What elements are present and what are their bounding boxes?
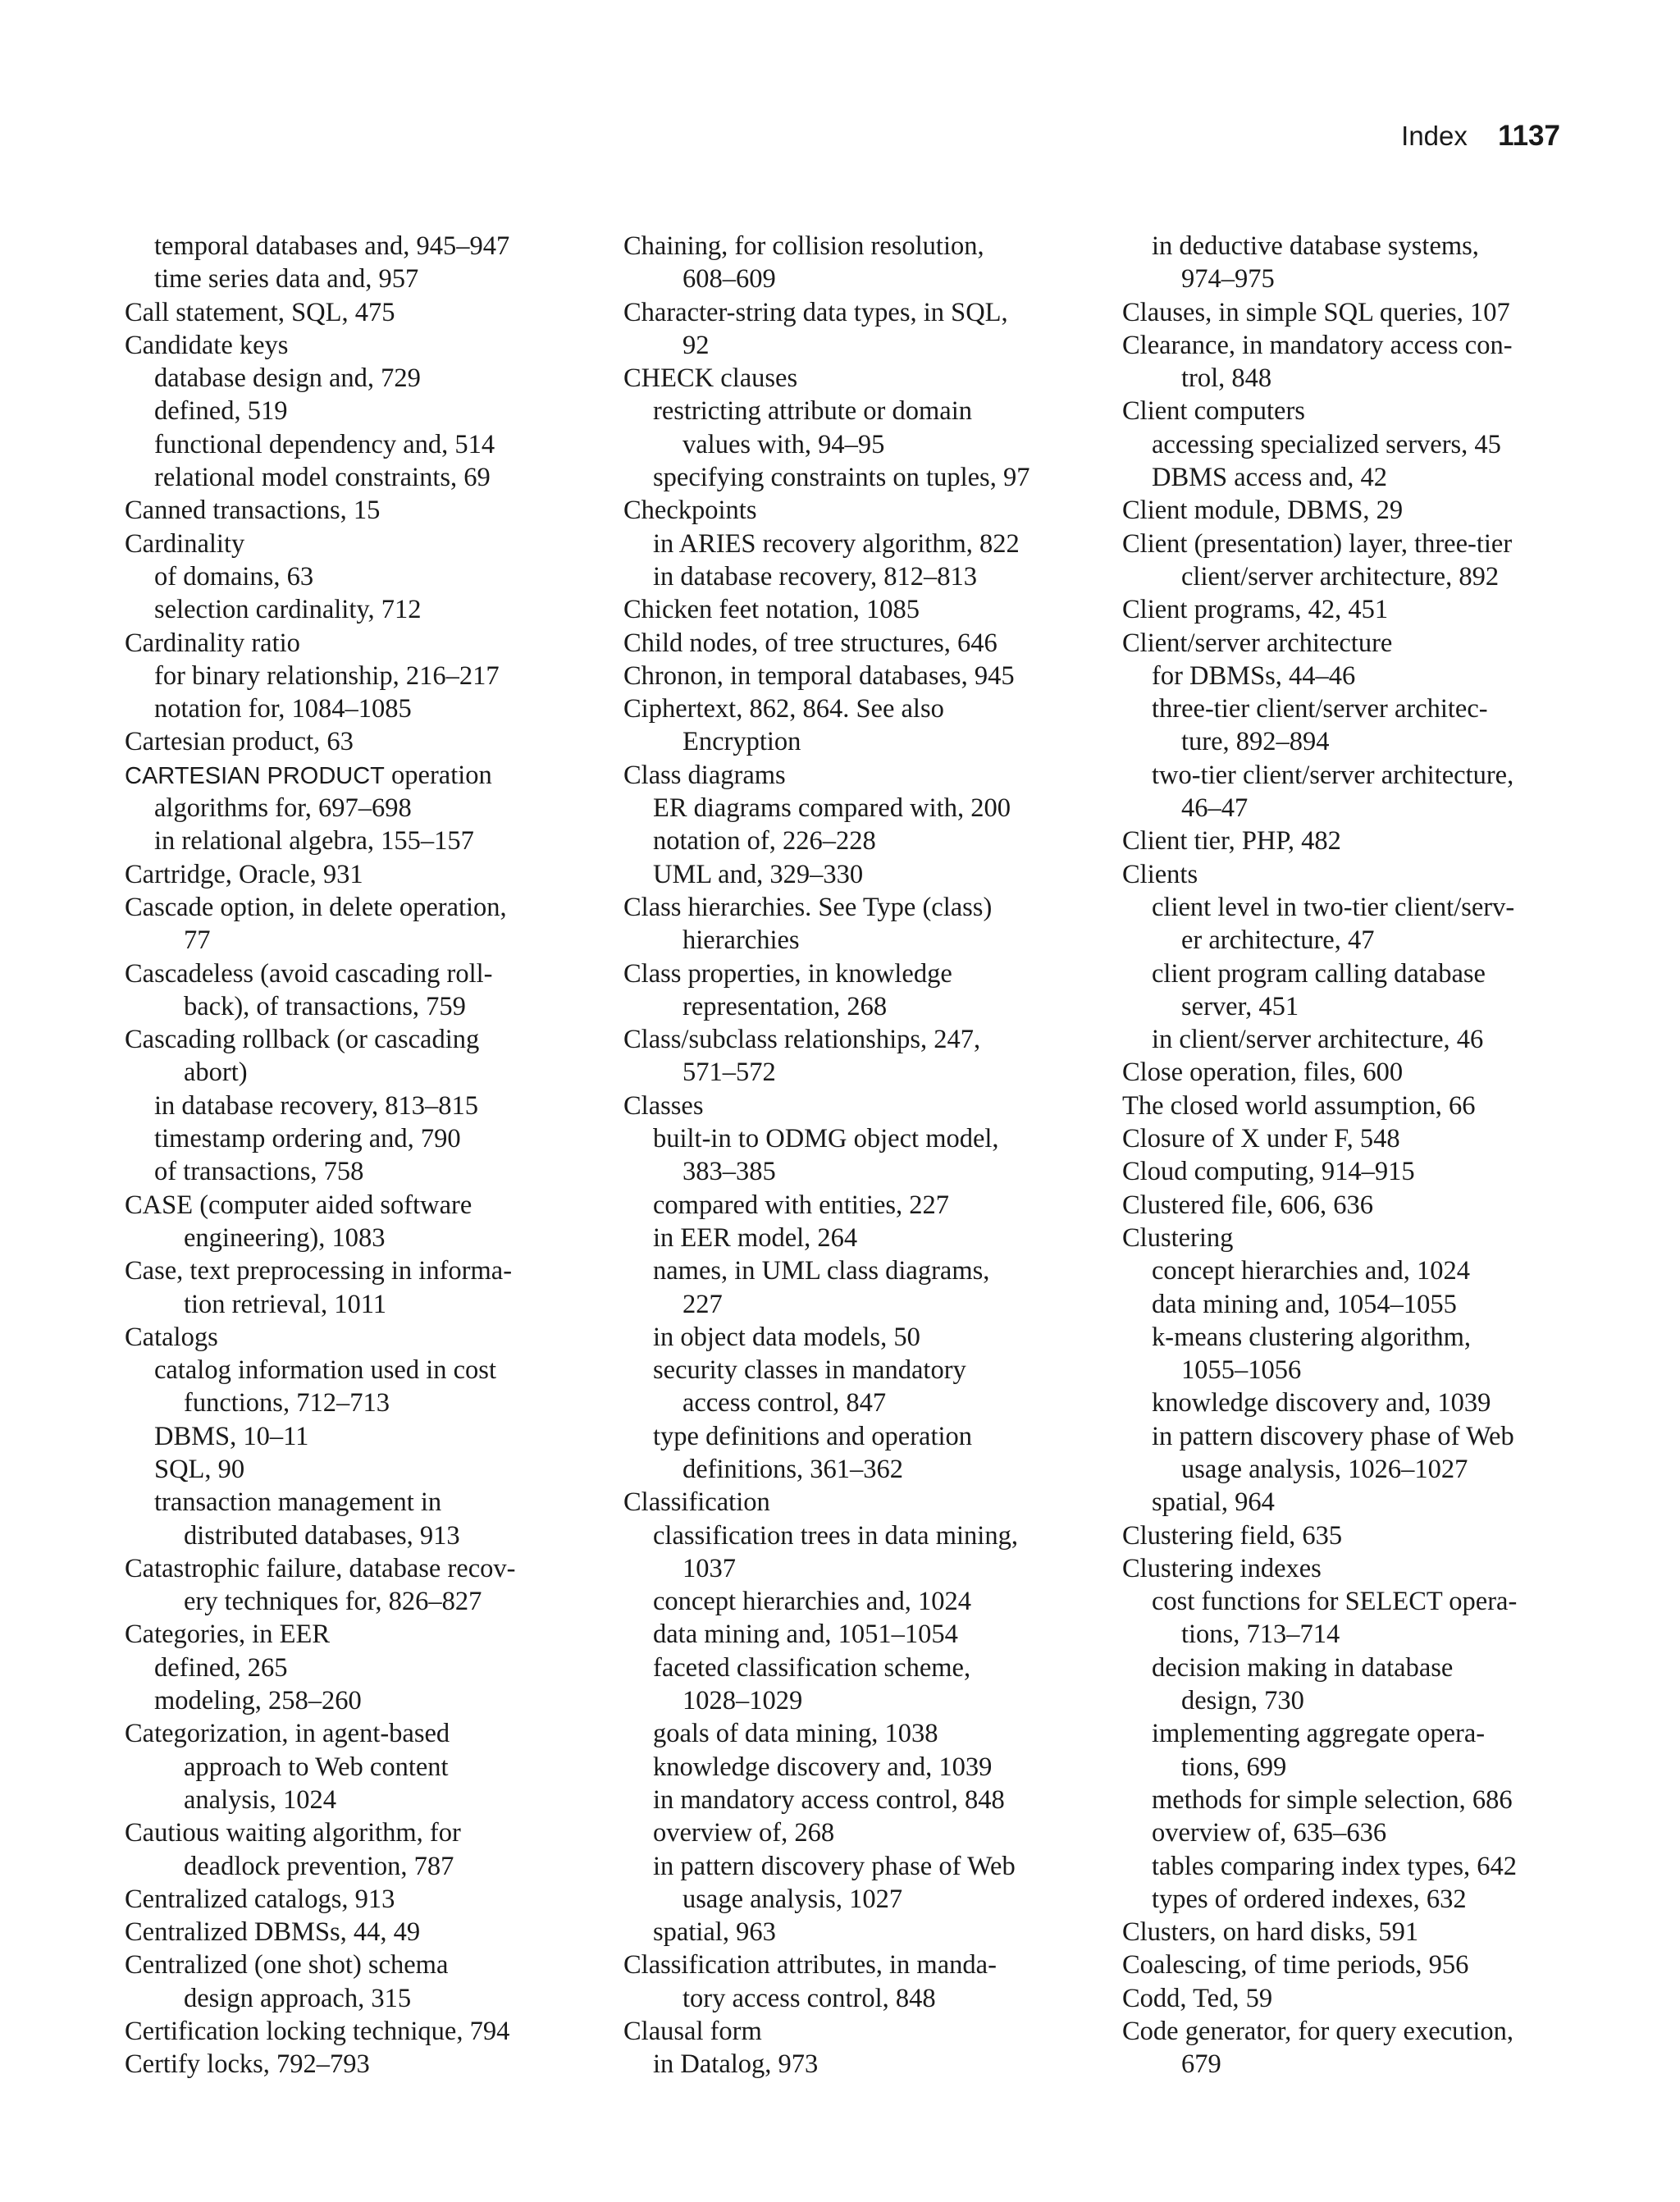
index-entry: cost functions for SELECT opera-: [1152, 1587, 1518, 1617]
index-entry: Catalogs: [125, 1322, 218, 1352]
index-entry: 227: [682, 1289, 723, 1319]
index-entry: Code generator, for query execution,: [1122, 2017, 1513, 2047]
index-entry: timestamp ordering and, 790: [154, 1124, 461, 1154]
index-entry: Cascade option, in delete operation,: [125, 892, 507, 922]
index-entry: server, 451: [1181, 991, 1299, 1021]
index-entry: approach to Web content: [184, 1752, 449, 1782]
index-entry: spatial, 964: [1152, 1487, 1275, 1518]
index-entry: in ARIES recovery algorithm, 822: [653, 528, 1020, 559]
index-entry-smallcaps: CARTESIAN PRODUCT: [125, 762, 385, 789]
index-entry: modeling, 258–260: [154, 1686, 362, 1716]
index-entry: two-tier client/server architecture,: [1152, 760, 1514, 790]
index-entry: knowledge discovery and, 1039: [1152, 1388, 1491, 1419]
index-entry: security classes in mandatory: [653, 1355, 966, 1386]
index-entry: Client programs, 42, 451: [1122, 595, 1389, 625]
index-entry: Client computers: [1122, 396, 1305, 427]
index-entry: algorithms for, 697–698: [154, 793, 412, 824]
index-entry: overview of, 635–636: [1152, 1818, 1387, 1848]
index-entry: Coalescing, of time periods, 956: [1122, 1950, 1469, 1980]
index-entry: knowledge discovery and, 1039: [653, 1752, 993, 1782]
index-entry: 1037: [682, 1553, 736, 1583]
index-entry: decision making in database: [1152, 1652, 1454, 1683]
index-entry: tables comparing index types, 642: [1152, 1851, 1517, 1881]
index-entry: client program calling database: [1152, 958, 1486, 989]
index-entry: [125, 759, 584, 792]
index-entry: 679: [1181, 2049, 1221, 2080]
index-entry: concept hierarchies and, 1024: [1152, 1256, 1471, 1286]
index-entry: in Datalog, 973: [653, 2049, 819, 2080]
index-entry: spatial, 963: [653, 1917, 776, 1948]
index-entry: faceted classification scheme,: [653, 1652, 971, 1683]
index-entry: database design and, 729: [154, 363, 421, 394]
index-entry: 974–975: [1181, 264, 1275, 295]
index-entry: abort): [184, 1058, 248, 1088]
index-entry: goals of data mining, 1038: [653, 1719, 938, 1749]
index-entry: tion retrieval, 1011: [184, 1289, 386, 1319]
index-entry: Call statement, SQL, 475: [125, 297, 395, 327]
page-number: 1137: [1498, 120, 1560, 152]
index-entry: in relational algebra, 155–157: [154, 826, 474, 857]
index-entry: Categorization, in agent-based: [125, 1719, 450, 1749]
index-entry: data mining and, 1054–1055: [1152, 1289, 1457, 1319]
index-entry: transaction management in: [154, 1487, 442, 1518]
index-entry: DBMS, 10–11: [154, 1421, 309, 1451]
index-entry: Clusters, on hard disks, 591: [1122, 1917, 1419, 1948]
index-entry: 1055–1056: [1181, 1355, 1302, 1386]
index-entry: 1028–1029: [682, 1686, 803, 1716]
index-entry: tions, 713–714: [1181, 1620, 1340, 1650]
index-entry: Class hierarchies. See Type (class): [623, 892, 993, 922]
index-entry: 92: [682, 330, 710, 360]
index-entry: Ciphertext, 862, 864. See also: [623, 694, 944, 724]
index-entry: types of ordered indexes, 632: [1152, 1884, 1467, 1914]
index-entry: Client module, DBMS, 29: [1122, 496, 1404, 526]
index-entry: Centralized (one shot) schema: [125, 1950, 449, 1980]
index-entry: concept hierarchies and, 1024: [653, 1587, 972, 1617]
index-entry: methods for simple selection, 686: [1152, 1784, 1513, 1815]
index-entry: for DBMSs, 44–46: [1152, 660, 1356, 691]
index-entry: client/server architecture, 892: [1181, 561, 1500, 592]
index-entry: Checkpoints: [623, 496, 757, 526]
index-entry: Close operation, files, 600: [1122, 1058, 1404, 1088]
index-entry: in deductive database systems,: [1152, 231, 1479, 261]
running-head: [1401, 120, 1560, 153]
index-entry: Classes: [623, 1090, 704, 1121]
index-entry: 46–47: [1181, 793, 1249, 824]
index-entry: catalog information used in cost: [154, 1355, 496, 1386]
index-entry: Encryption: [682, 727, 801, 757]
index-entry: restricting attribute or domain: [653, 396, 972, 427]
index-entry: compared with entities, 227: [653, 1190, 950, 1220]
index-entry: Class diagrams: [623, 760, 786, 790]
index-entry: of domains, 63: [154, 561, 314, 592]
index-entry: Case, text preprocessing in informa-: [125, 1256, 513, 1286]
index-entry: k-means clustering algorithm,: [1152, 1322, 1472, 1352]
index-entry: 77: [184, 925, 211, 956]
index-entry: built-in to ODMG object model,: [653, 1124, 999, 1154]
index-entry: in mandatory access control, 848: [653, 1784, 1005, 1815]
index-entry: ER diagrams compared with, 200: [653, 793, 1011, 824]
index-entry: CHECK clauses: [623, 363, 798, 394]
index-entry: er architecture, 47: [1181, 925, 1375, 956]
index-entry: for binary relationship, 216–217: [154, 660, 500, 691]
index-entry: Classification: [623, 1487, 770, 1518]
index-entry: Client (presentation) layer, three-tier: [1122, 528, 1513, 559]
index-entry: specifying constraints on tuples, 97: [653, 463, 1030, 493]
index-entry: Cartridge, Oracle, 931: [125, 859, 363, 889]
index-entry: Cautious waiting algorithm, for: [125, 1818, 461, 1848]
index-entry: Clustering field, 635: [1122, 1520, 1343, 1551]
index-entry: in pattern discovery phase of Web: [1152, 1421, 1514, 1451]
index-entry: temporal databases and, 945–947: [154, 231, 510, 261]
index-entry: Canned transactions, 15: [125, 496, 381, 526]
index-entry: functions, 712–713: [184, 1388, 390, 1419]
index-entry: Class/subclass relationships, 247,: [623, 1025, 981, 1055]
index-entry: Clustering indexes: [1122, 1553, 1322, 1583]
index-entry: Cardinality ratio: [125, 628, 300, 658]
index-entry: Clearance, in mandatory access con-: [1122, 330, 1513, 360]
index-column-3: [1122, 230, 1582, 2081]
index-entry: in object data models, 50: [653, 1322, 920, 1352]
index-entry: 608–609: [682, 264, 776, 295]
index-entry: notation for, 1084–1085: [154, 694, 412, 724]
index-entry: in pattern discovery phase of Web: [653, 1851, 1016, 1881]
index-entry: Client/server architecture: [1122, 628, 1393, 658]
index-entry: in database recovery, 812–813: [653, 561, 977, 592]
index-entry: values with, 94–95: [682, 429, 885, 459]
index-column-1: [125, 230, 584, 2081]
index-entry: three-tier client/server architec-: [1152, 694, 1488, 724]
index-entry: Cascading rollback (or cascading: [125, 1025, 480, 1055]
index-entry: Client tier, PHP, 482: [1122, 826, 1341, 857]
index-entry: Codd, Ted, 59: [1122, 1983, 1273, 2013]
index-entry: distributed databases, 913: [184, 1520, 460, 1551]
index-entry: Candidate keys: [125, 330, 289, 360]
index-entry: Certification locking technique, 794: [125, 2017, 510, 2047]
index-entry: Cascadeless (avoid cascading roll-: [125, 958, 493, 989]
index-entry: tions, 699: [1181, 1752, 1287, 1782]
index-entry: Child nodes, of tree structures, 646: [623, 628, 998, 658]
index-entry: UML and, 329–330: [653, 859, 864, 889]
index-entry: Clustering: [1122, 1222, 1234, 1253]
index-entry: Clauses, in simple SQL queries, 107: [1122, 297, 1510, 327]
index-entry: Certify locks, 792–793: [125, 2049, 370, 2080]
index-entry: Clients: [1122, 859, 1198, 889]
index-entry: access control, 847: [682, 1388, 887, 1419]
index-entry: Cloud computing, 914–915: [1122, 1157, 1415, 1187]
index-entry: notation of, 226–228: [653, 826, 876, 857]
index-entry: design, 730: [1181, 1686, 1304, 1716]
index-entry: design approach, 315: [184, 1983, 412, 2013]
index-entry: time series data and, 957: [154, 264, 419, 295]
index-entry: definitions, 361–362: [682, 1454, 904, 1484]
index-entry: classification trees in data mining,: [653, 1520, 1018, 1551]
index-entry: Categories, in EER: [125, 1620, 331, 1650]
index-entry: representation, 268: [682, 991, 888, 1021]
index-entry: overview of, 268: [653, 1818, 835, 1848]
index-entry: of transactions, 758: [154, 1157, 364, 1187]
index-entry: ture, 892–894: [1181, 727, 1330, 757]
index-entry: back), of transactions, 759: [184, 991, 466, 1021]
index-entry: Clustered file, 606, 636: [1122, 1190, 1373, 1220]
index-entry: in EER model, 264: [653, 1222, 858, 1253]
index-entry: engineering), 1083: [184, 1222, 386, 1253]
index-entry: hierarchies: [682, 925, 800, 956]
index-entry: functional dependency and, 514: [154, 429, 495, 459]
index-entry: 383–385: [682, 1157, 776, 1187]
section-title: Index: [1401, 121, 1468, 151]
index-entry: Clausal form: [623, 2017, 762, 2047]
index-entry: deadlock prevention, 787: [184, 1851, 454, 1881]
index-entry: Chicken feet notation, 1085: [623, 595, 920, 625]
index-entry: tory access control, 848: [682, 1983, 936, 2013]
index-entry: Chaining, for collision resolution,: [623, 231, 984, 261]
index-entry: usage analysis, 1027: [682, 1884, 903, 1914]
index-entry: defined, 519: [154, 396, 288, 427]
index-entry: accessing specialized servers, 45: [1152, 429, 1501, 459]
index-entry: usage analysis, 1026–1027: [1181, 1454, 1468, 1484]
index-entry: names, in UML class diagrams,: [653, 1256, 990, 1286]
index-entry: client level in two-tier client/serv-: [1152, 892, 1515, 922]
index-entry: type definitions and operation: [653, 1421, 973, 1451]
index-entry: Cardinality: [125, 528, 245, 559]
index-entry: Chronon, in temporal databases, 945: [623, 660, 1015, 691]
index-entry: Character-string data types, in SQL,: [623, 297, 1008, 327]
index-entry: SQL, 90: [154, 1454, 245, 1484]
index-entry: implementing aggregate opera-: [1152, 1719, 1486, 1749]
index-entry-text: operation: [391, 760, 492, 790]
index-entry: ery techniques for, 826–827: [184, 1587, 482, 1617]
index-entry: Centralized catalogs, 913: [125, 1884, 395, 1914]
index-entry: defined, 265: [154, 1652, 288, 1683]
index-entry: in client/server architecture, 46: [1152, 1025, 1484, 1055]
index-entry: DBMS access and, 42: [1152, 463, 1388, 493]
index-entry: The closed world assumption, 66: [1122, 1090, 1476, 1121]
index-entry: Class properties, in knowledge: [623, 958, 952, 989]
index-entry: selection cardinality, 712: [154, 595, 422, 625]
index-entry: Centralized DBMSs, 44, 49: [125, 1917, 421, 1948]
index-entry: 571–572: [682, 1058, 776, 1088]
index-entry: trol, 848: [1181, 363, 1272, 394]
index-entry: analysis, 1024: [184, 1784, 336, 1815]
index-column-2: [623, 230, 1083, 2081]
index-entry: Cartesian product, 63: [125, 727, 354, 757]
index-entry: Closure of X under F, 548: [1122, 1124, 1400, 1154]
index-entry: relational model constraints, 69: [154, 463, 491, 493]
index-entry: in database recovery, 813–815: [154, 1090, 478, 1121]
index-entry: CASE (computer aided software: [125, 1190, 472, 1220]
index-entry: Classification attributes, in manda-: [623, 1950, 997, 1980]
index-entry: data mining and, 1051–1054: [653, 1620, 958, 1650]
index-entry: Catastrophic failure, database recov-: [125, 1553, 516, 1583]
